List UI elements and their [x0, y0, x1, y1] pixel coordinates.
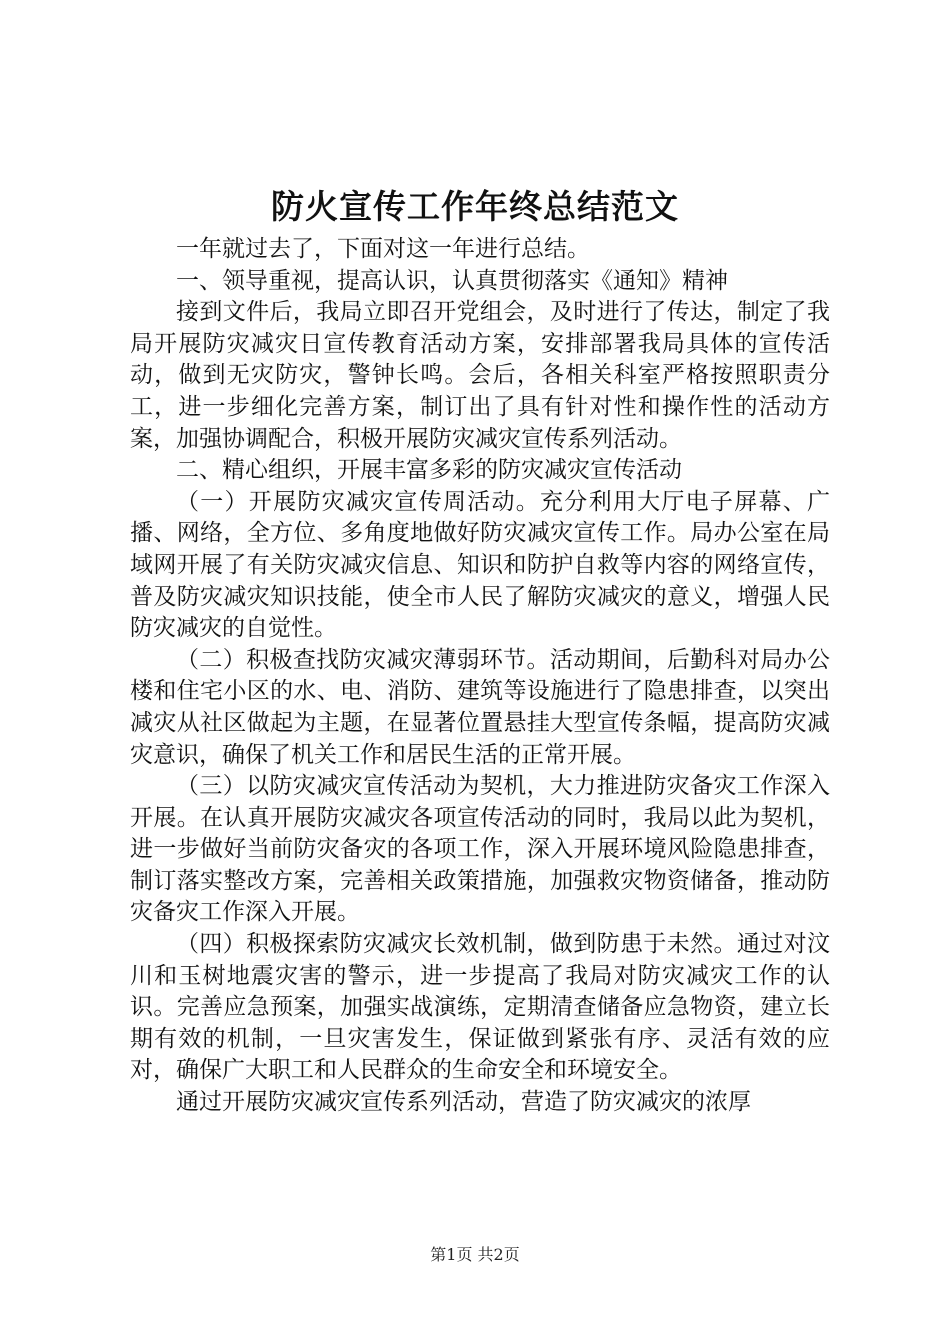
paragraph-closing: 通过开展防灾减灾宣传系列活动，营造了防灾减灾的浓厚	[176, 1089, 751, 1116]
paragraph-item-3: （三）以防灾减灾宣传活动为契机，大力推进防灾备灾工作深入开展。在认真开展防灾减灾各项宣传活动的同时，我局以此为契机，进一步做好当前防灾备灾的各项工作，深入开展环境风险隐患排查，制订落实整改方案，完善相关政策措施，加强救灾物资储备，推动防灾备灾工作深入开展。	[130, 773, 830, 926]
page-footer: 第1页 共2页	[430, 1245, 520, 1264]
paragraph-section-1: 接到文件后，我局立即召开党组会，及时进行了传达，制定了我局开展防灾减灾日宣传教育活动方案，安排部署我局具体的宣传活动，做到无灾防灾，警钟长鸣。会后，各相关科室严格按照职责分工，进一步细化完善方案，制订出了具有针对性和操作性的活动方案，加强协调配合，积极开展防灾减灾宣传系列活动。	[130, 299, 830, 452]
section-heading-1: 一、领导重视，提高认识，认真贯彻落实《通知》精神	[176, 267, 728, 294]
document-title: 防火宣传工作年终总结范文	[271, 187, 679, 226]
paragraph-item-1: （一）开展防灾减灾宣传周活动。充分利用大厅电子屏幕、广播、网络，全方位、多角度地做好防灾减灾宣传工作。局办公室在局域网开展了有关防灾减灾信息、知识和防护自救等内容的网络宣传，普及防灾减灾知识技能，使全市人民了解防灾减灾的意义，增强人民防灾减灾的自觉性。	[130, 488, 830, 642]
section-heading-2: 二、精心组织，开展丰富多彩的防灾减灾宣传活动	[176, 457, 682, 484]
paragraph-item-4: （四）积极探索防灾减灾长效机制，做到防患于未然。通过对汶川和玉树地震灾害的警示，进一步提高了我局对防灾减灾工作的认识。完善应急预案，加强实战演练，定期清查储备应急物资，建立长期有效的机制，一旦灾害发生，保证做到紧张有序、灵活有效的应对，确保广大职工和人民群众的生命安全和环境安全。	[130, 931, 830, 1084]
paragraph-item-2: （二）积极查找防灾减灾薄弱环节。活动期间，后勤科对局办公楼和住宅小区的水、电、消防、建筑等设施进行了隐患排查，以突出减灾从社区做起为主题，在显著位置悬挂大型宣传条幅，提高防灾减灾意识，确保了机关工作和居民生活的正常开展。	[130, 646, 830, 768]
document-body	[130, 234, 830, 1119]
paragraph-intro: 一年就过去了，下面对这一年进行总结。	[176, 236, 590, 262]
